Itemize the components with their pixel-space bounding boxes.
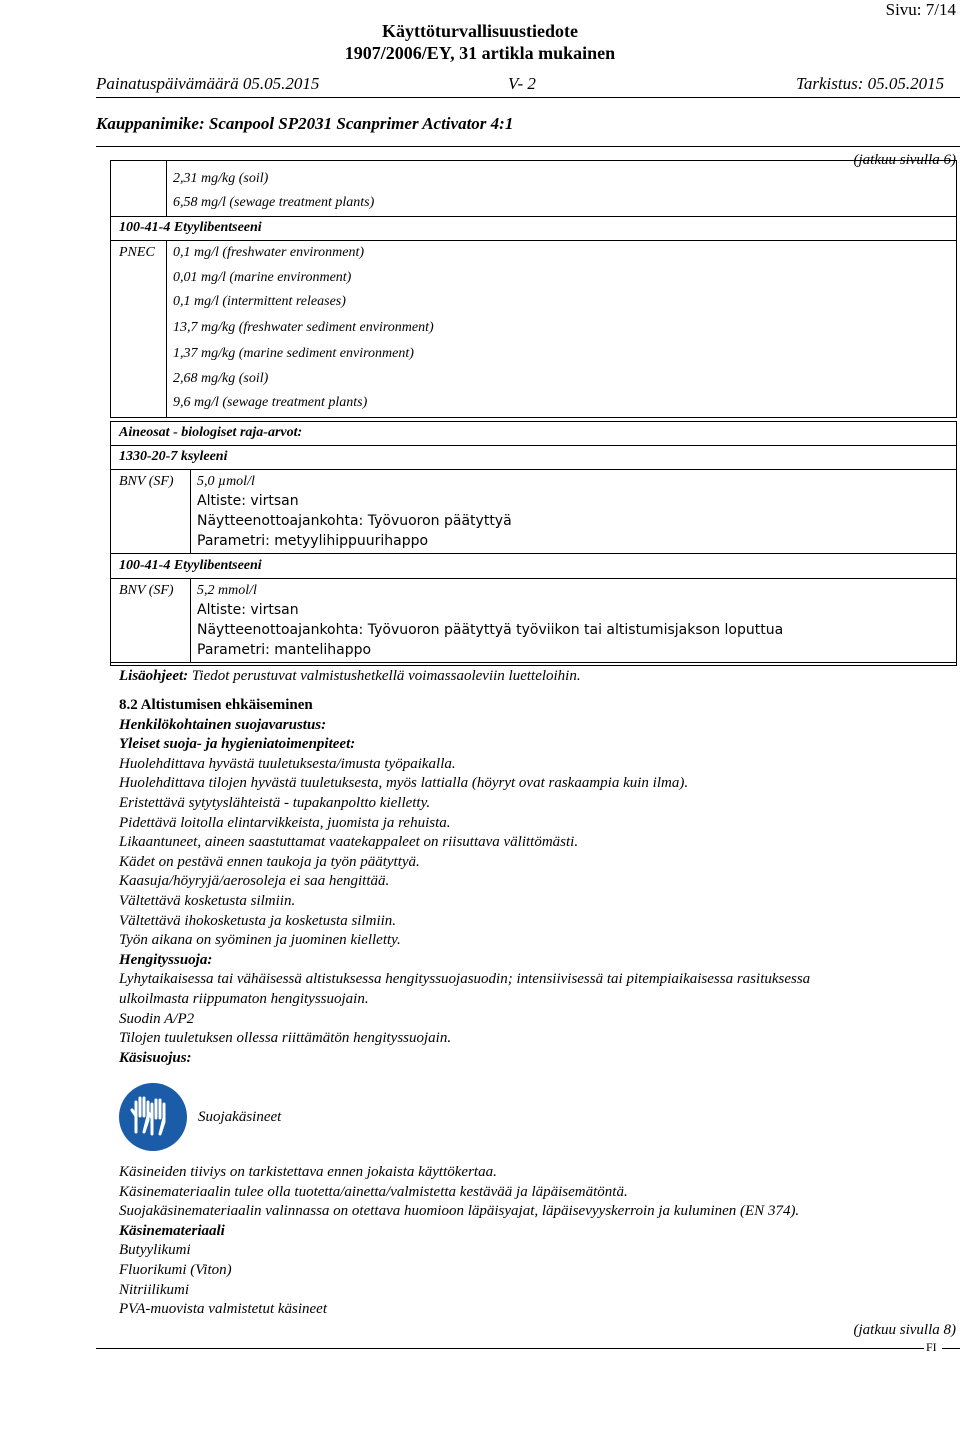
hygiene-item: Eristettävä sytytyslähteistä - tupakanpoltto kielletty. <box>119 794 431 811</box>
ppe-heading: Henkilökohtainen suojavarustus: <box>119 716 327 733</box>
hygiene-item: Kaasuja/höyryjä/aerosoleja ei saa hengittää. <box>119 873 390 890</box>
continued-from: (jatkuu sivulla 6) <box>853 152 956 168</box>
bio-substance: 1330-20-7 ksyleeni <box>119 449 228 464</box>
hygiene-item: Vältettävä ihokosketusta ja kosketusta silmiin. <box>119 912 397 929</box>
hygiene-item: Pidettävä loitolla elintarvikkeista, juomista ja rehuista. <box>119 814 451 831</box>
bio-col-divider <box>190 578 191 662</box>
hygiene-item: Likaantuneet, aineen saastuttamat vaatekappaleet on riisuttava välittömästi. <box>119 834 579 851</box>
pnec-value: 2,31 mg/kg (soil) <box>173 171 269 186</box>
material-item: Fluorikumi (Viton) <box>119 1261 232 1278</box>
pnec-row-divider <box>110 216 957 217</box>
material-heading: Käsinemateriaali <box>119 1222 225 1239</box>
bio-row-divider <box>110 578 957 579</box>
bio-substance: 100-41-4 Etyylibentseeni <box>119 558 262 573</box>
header-divider <box>96 97 960 98</box>
language-code: FI <box>926 1340 937 1354</box>
hand-item: Käsineiden tiiviys on tarkistettava ennen jokaista käyttökertaa. <box>119 1164 497 1180</box>
bio-detail: Altiste: virtsan <box>197 602 299 618</box>
bio-label: BNV (SF) <box>119 474 174 489</box>
section-8-2 <box>119 696 810 1068</box>
pnec-value: 0,1 mg/l (freshwater environment) <box>173 245 365 260</box>
bio-detail: Parametri: metyylihippuurihappo <box>197 533 429 549</box>
header-divider-2 <box>96 146 960 147</box>
print-date: Painatuspäivämäärä 05.05.2015 <box>96 74 320 93</box>
hygiene-item: Huolehdittava hyvästä tuuletuksesta/imusta työpaikalla. <box>119 755 456 772</box>
pnec-value: 0,1 mg/l (intermittent releases) <box>173 294 346 309</box>
bio-note-text: Tiedot perustuvat valmistushetkellä voimassaoleviin luetteloihin. <box>191 668 581 684</box>
bio-note-label: Lisäohjeet: <box>119 668 189 684</box>
continued-to: (jatkuu sivulla 8) <box>853 1322 956 1338</box>
respiratory-heading: Hengityssuoja: <box>119 951 213 968</box>
bio-note <box>119 667 581 685</box>
material-item: Nitriilikumi <box>119 1281 190 1298</box>
pnec-label: PNEC <box>119 245 155 260</box>
hand-item: Käsinemateriaalin tulee olla tuotetta/ainetta/valmistetta kestävää ja läpäisemätöntä. <box>119 1183 628 1200</box>
bio-label: BNV (SF) <box>119 583 174 598</box>
glove-label: Suojakäsineet <box>198 1109 282 1125</box>
bio-value: 5,0 µmol/l <box>197 474 255 489</box>
bio-detail: Näytteenottoajankohta: Työvuoron päätyttyä <box>197 513 512 529</box>
pnec-row-divider-2 <box>110 240 957 241</box>
bio-row-divider <box>110 553 957 554</box>
bio-value: 5,2 mmol/l <box>197 583 257 598</box>
bio-row-divider <box>110 469 957 470</box>
hygiene-item: Vältettävä kosketusta silmiin. <box>119 892 296 909</box>
trade-name: Kauppanimike: Scanpool SP2031 Scanprimer Activator 4:1 <box>96 114 514 133</box>
pnec-value: 0,01 mg/l (marine environment) <box>173 270 352 285</box>
document-regulation: 1907/2006/EY, 31 artikla mukainen <box>344 43 616 63</box>
pnec-col-divider <box>166 240 167 418</box>
bio-heading: Aineosat - biologiset raja-arvot: <box>119 425 303 440</box>
version: V- 2 <box>508 74 536 93</box>
pnec-substance: 100-41-4 Etyylibentseeni <box>119 220 262 235</box>
bio-detail: Näytteenottoajankohta: Työvuoron päätyttyä työviikon tai altistumisjakson loputtua <box>197 622 784 638</box>
page-number: Sivu: 7/14 <box>885 0 956 19</box>
hygiene-item: Työn aikana on syöminen ja juominen kielletty. <box>119 932 401 949</box>
respiratory-item: Tilojen tuuletuksen ollessa riittämätön hengityssuojain. <box>119 1030 452 1047</box>
respiratory-item: ulkoilmasta riippumaton hengityssuojain. <box>119 990 369 1007</box>
material-item: Butyylikumi <box>119 1242 191 1259</box>
footer-line-left <box>96 1348 924 1349</box>
hygiene-item: Kädet on pestävä ennen taukoja ja työn päätyttyä. <box>119 853 420 870</box>
bio-row-divider <box>110 445 957 446</box>
pnec-value: 6,58 mg/l (sewage treatment plants) <box>173 195 375 210</box>
hand-heading: Käsisuojus: <box>119 1049 192 1066</box>
material-item: PVA-muovista valmistetut käsineet <box>119 1301 328 1318</box>
pnec-value: 2,68 mg/kg (soil) <box>173 371 269 386</box>
hand-item: Suojakäsinemateriaalin valinnassa on otettava huomioon läpäisyajat, läpäisevyyskerroin ja kuluminen (EN 374). <box>119 1203 800 1220</box>
hygiene-heading: Yleiset suoja- ja hygieniatoimenpiteet: <box>119 736 356 753</box>
document-title: Käyttöturvallisuustiedote <box>382 21 578 41</box>
respiratory-item: Lyhytaikaisessa tai vähäisessä altistuksessa hengityssuojasuodin; intensiivisessä tai pitempiaikaisessa rasituksessa <box>119 971 811 988</box>
bio-detail: Parametri: mantelihappo <box>197 642 372 658</box>
revision-date: Tarkistus: 05.05.2015 <box>796 74 945 93</box>
respiratory-item: Suodin A/P2 <box>119 1010 195 1027</box>
footer-line-right <box>942 1348 960 1349</box>
bio-detail: Altiste: virtsan <box>197 493 299 509</box>
pnec-col-divider-top <box>166 160 167 216</box>
hand-protection <box>119 1163 799 1320</box>
bio-row-divider <box>110 662 957 663</box>
section-title: 8.2 Altistumisen ehkäiseminen <box>119 697 313 713</box>
bio-col-divider <box>190 469 191 553</box>
gloves-icon <box>118 1082 188 1152</box>
pnec-value: 13,7 mg/kg (freshwater sediment environment) <box>173 320 434 335</box>
pnec-value: 1,37 mg/kg (marine sediment environment) <box>173 346 414 361</box>
hygiene-item: Huolehdittava tilojen hyvästä tuuletuksesta, myös lattialla (höyryt ovat raskaampia kuin ilma). <box>119 775 689 792</box>
pnec-value: 9,6 mg/l (sewage treatment plants) <box>173 395 368 410</box>
